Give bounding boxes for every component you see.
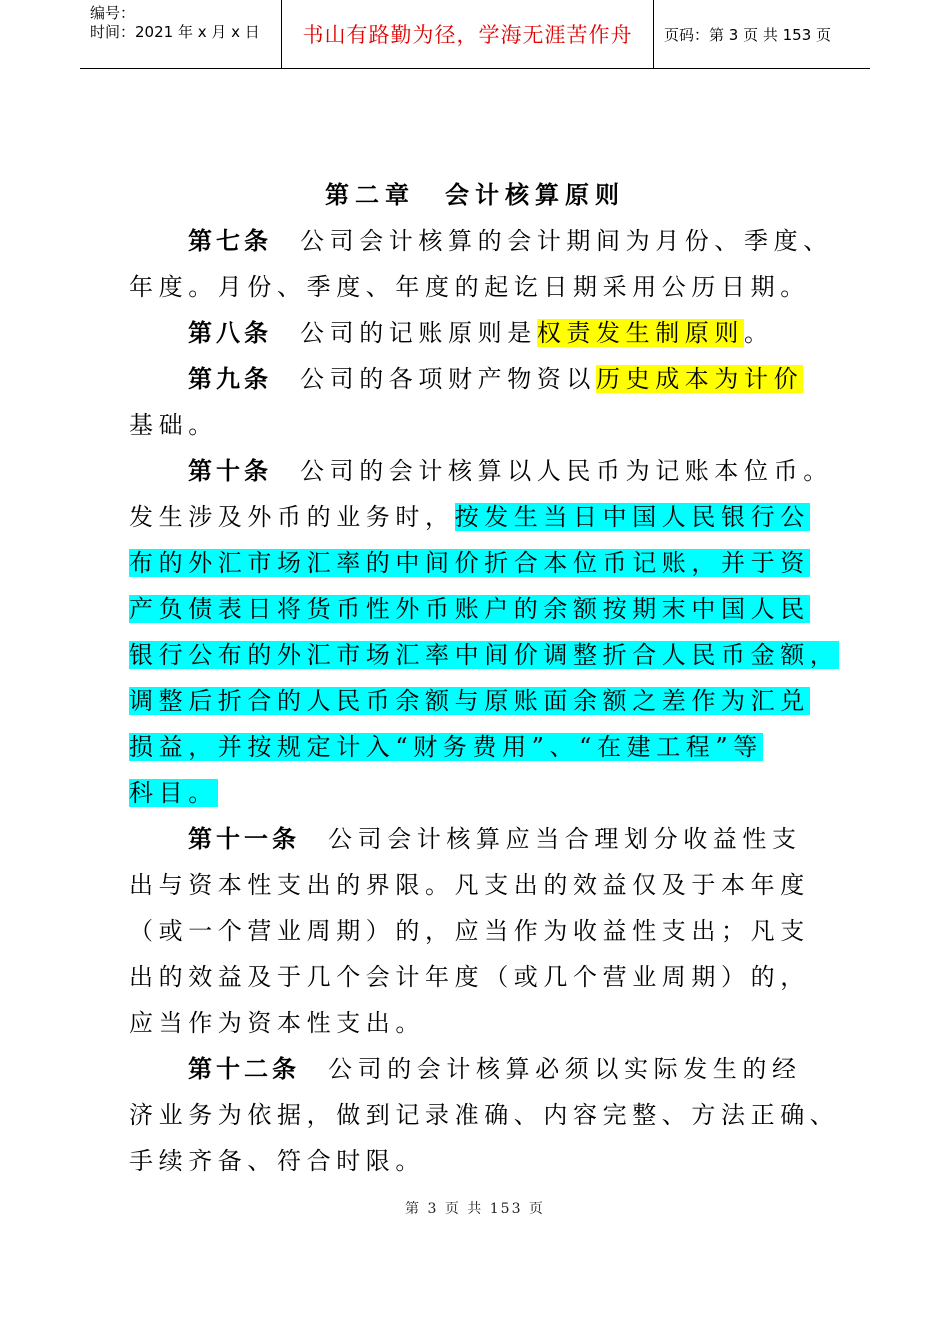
article-11-line-4: 出的效益及于几个会计年度（或几个营业周期）的， xyxy=(129,963,810,991)
article-12-line-1: 第十二条 公司的会计核算必须以实际发生的经 xyxy=(188,1054,802,1083)
article-10-line-2: 发生涉及外币的业务时，按发生当日中国人民银行公 xyxy=(129,503,810,531)
time-label: 时间：2021 年 x 月 x 日 xyxy=(90,23,260,41)
article-9-line-1: 第九条 公司的各项财产物资以历史成本为计价 xyxy=(188,364,804,393)
article-8-title: 第八条 xyxy=(188,318,272,347)
article-10-line-8: 科目。 xyxy=(129,779,218,807)
header-meta xyxy=(80,0,281,68)
article-9-title: 第九条 xyxy=(188,364,272,393)
article-9-line-2: 基础。 xyxy=(129,411,218,439)
article-11-title: 第十一条 xyxy=(188,824,300,853)
article-8-line-1: 第八条 公司的记账原则是权责发生制原则。 xyxy=(188,318,774,347)
article-10-line-1: 第十条 公司的会计核算以人民币为记账本位币。 xyxy=(188,456,833,485)
article-10-line-7: 损益，并按规定计入“财务费用”、“在建工程”等 xyxy=(129,733,763,761)
article-7-line-1: 第七条 公司会计核算的会计期间为月份、季度、 xyxy=(188,226,833,255)
article-11-line-3: （或一个营业周期）的，应当作为收益性支出；凡支 xyxy=(129,917,810,945)
article-10-line-6: 调整后折合的人民币余额与原账面余额之差作为汇兑 xyxy=(129,687,810,715)
article-11-line-2: 出与资本性支出的界限。凡支出的效益仅及于本年度 xyxy=(129,871,810,899)
chapter-title: 第二章 会计核算原则 xyxy=(325,180,625,209)
article-7-line-2: 年度。月份、季度、年度的起讫日期采用公历日期。 xyxy=(129,273,810,301)
highlight-cyan: 按发生当日中国人民银行公 xyxy=(454,503,810,531)
article-12-line-2: 济业务为依据，做到记录准确、内容完整、方法正确、 xyxy=(129,1101,840,1129)
page-header xyxy=(80,0,870,69)
highlight-yellow: 权责发生制原则 xyxy=(536,319,745,347)
number-label: 编号： xyxy=(90,4,136,22)
article-12-title: 第十二条 xyxy=(188,1054,300,1083)
page-footer: 第 3 页 共 153 页 xyxy=(405,1201,545,1217)
highlight-yellow: 历史成本为计价 xyxy=(596,365,804,393)
article-10-line-3: 布的外汇市场汇率的中间价折合本位币记账，并于资 xyxy=(129,549,810,577)
article-10-title: 第十条 xyxy=(188,456,272,485)
article-10-line-5: 银行公布的外汇市场汇率中间价调整折合人民币金额， xyxy=(129,641,840,669)
article-11-line-1: 第十一条 公司会计核算应当合理划分收益性支 xyxy=(188,824,802,853)
page-info: 页码：第 3 页 共 153 页 xyxy=(664,25,832,44)
motto: 书山有路勤为径，学海无涯苦作舟 xyxy=(281,0,654,68)
article-12-line-3: 手续齐备、符合时限。 xyxy=(129,1147,425,1175)
article-11-line-5: 应当作为资本性支出。 xyxy=(129,1009,425,1037)
article-7-title: 第七条 xyxy=(188,226,272,255)
article-10-line-4: 产负债表日将货币性外币账户的余额按期末中国人民 xyxy=(129,595,810,623)
